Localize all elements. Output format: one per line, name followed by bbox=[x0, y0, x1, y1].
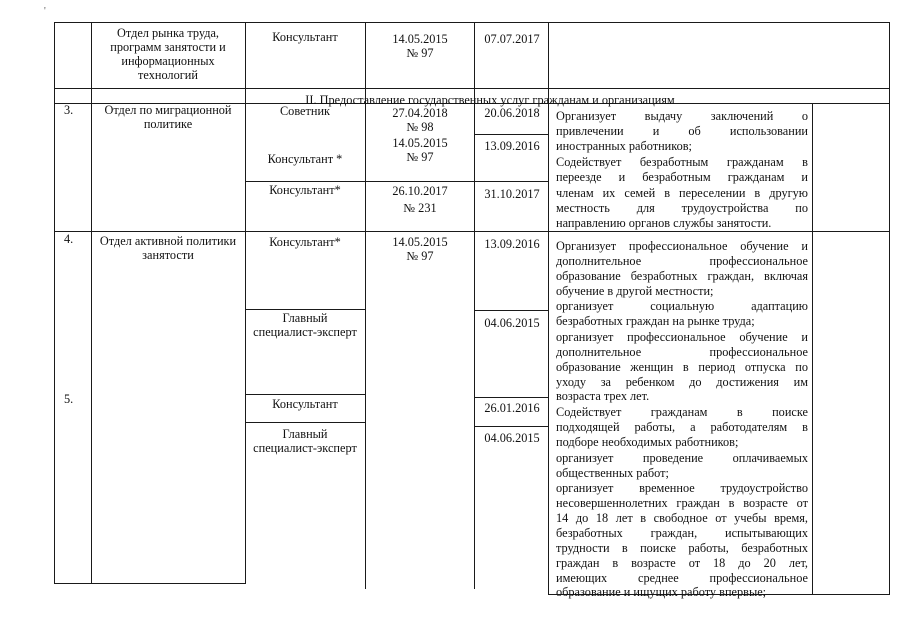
col-date2-left bbox=[474, 22, 475, 589]
row3-order-number-c: № 231 bbox=[403, 201, 437, 215]
row5-position-b: Главный специалист-эксперт bbox=[253, 427, 357, 455]
row5-number: 5. bbox=[64, 392, 74, 406]
row3-order-number-b: № 97 bbox=[406, 150, 434, 164]
row4-order-number-a: № 97 bbox=[406, 249, 434, 263]
col-date1-left bbox=[365, 22, 366, 589]
row4-position-b: Главный специалист-эксперт bbox=[253, 311, 357, 339]
col-duties-left bbox=[548, 22, 549, 594]
rule-r4-ab-2 bbox=[474, 310, 548, 311]
row1-date: 07.07.2017 bbox=[484, 32, 540, 46]
row1-order-date: 14.05.2015 bbox=[392, 32, 448, 46]
section-heading: II. Предоставление государственных услуг гражданам и организациям bbox=[305, 93, 675, 107]
row4-number: 4. bbox=[64, 232, 74, 246]
row3-date-b: 13.09.2016 bbox=[484, 139, 540, 153]
row5-date-b: 04.06.2015 bbox=[484, 431, 540, 445]
row3-order-date-a: 27.04.2018 bbox=[392, 106, 448, 120]
row3-order-date-c: 26.10.2017 bbox=[392, 184, 448, 198]
rule-row4-bottom bbox=[245, 394, 365, 395]
row3-dept: Отдел по миграционной политике bbox=[104, 103, 232, 131]
row3-order-date-b: 14.05.2015 bbox=[392, 136, 448, 150]
row3-order-number-a: № 98 bbox=[406, 120, 434, 134]
row3-date-c: 31.10.2017 bbox=[484, 187, 540, 201]
row3-position-c: Консультант* bbox=[269, 183, 341, 197]
row3-position-b: Консультант * bbox=[267, 152, 343, 166]
row1-order-number: № 97 bbox=[406, 46, 434, 60]
row1-position: Консультант bbox=[272, 30, 338, 44]
row4-position-a: Консультант* bbox=[269, 235, 341, 249]
row5-position-a: Консультант bbox=[272, 397, 338, 411]
col-left-border bbox=[54, 22, 55, 584]
rule-r4-ab bbox=[245, 309, 365, 310]
row5-date-a: 26.01.2016 bbox=[484, 401, 540, 415]
rule-section-top bbox=[54, 88, 890, 89]
rule-row3-bottom bbox=[54, 231, 890, 232]
row4-date-a: 13.09.2016 bbox=[484, 237, 540, 251]
rule-top bbox=[54, 22, 890, 23]
corner-mark: ' bbox=[44, 6, 46, 17]
rule-r5-ab bbox=[245, 422, 365, 423]
rule-r3-bc bbox=[245, 181, 548, 182]
rule-bottom bbox=[54, 583, 246, 584]
row3-date-a: 20.06.2018 bbox=[484, 106, 540, 120]
col-right-border bbox=[889, 22, 890, 594]
row4-date-b: 04.06.2015 bbox=[484, 316, 540, 330]
rule-r3-ab bbox=[474, 134, 548, 135]
row4-order-date-a: 14.05.2015 bbox=[392, 235, 448, 249]
rule-r5-ab-2 bbox=[474, 426, 548, 427]
row3-position-a: Советник bbox=[279, 104, 331, 118]
row4-dept: Отдел активной политики занятости bbox=[99, 234, 237, 262]
row1-dept: Отдел рынка труда, программ занятости и информационных технологий bbox=[110, 26, 226, 82]
col-duties-right bbox=[812, 104, 813, 594]
row3-number: 3. bbox=[64, 103, 74, 117]
rule-row4-bottom-2 bbox=[474, 397, 548, 398]
